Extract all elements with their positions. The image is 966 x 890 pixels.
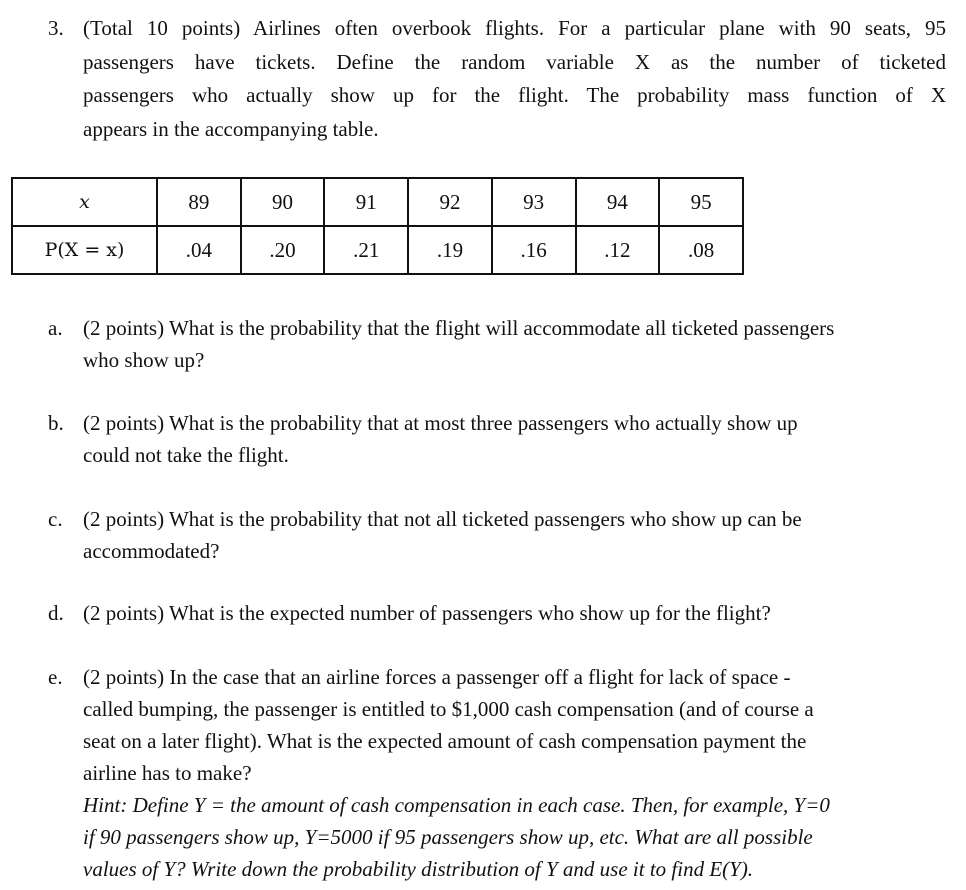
question-letter: d. bbox=[48, 601, 64, 625]
question-line: seat on a later flight). What is the expected amount of cash compensation payment the bbox=[83, 729, 807, 753]
pmf-header-x: x bbox=[12, 178, 157, 226]
question-text bbox=[83, 312, 946, 376]
intro-line: appears in the accompanying table. bbox=[83, 116, 379, 141]
pmf-x-cell: 92 bbox=[408, 178, 492, 226]
question-c bbox=[48, 503, 946, 567]
question-line: accommodated? bbox=[83, 539, 220, 563]
problem-number: 3. bbox=[48, 16, 64, 40]
question-a bbox=[48, 312, 946, 376]
question-line: (2 points) What is the probability that at most three passengers who actually show up bbox=[83, 411, 798, 435]
question-line: called bumping, the passenger is entitled to $1,000 cash compensation (and of course a bbox=[83, 697, 814, 721]
pmf-row-p bbox=[12, 226, 743, 274]
pmf-row-x bbox=[12, 178, 743, 226]
pmf-table bbox=[11, 177, 744, 275]
question-line: airline has to make? bbox=[83, 761, 252, 785]
question-text bbox=[83, 661, 946, 789]
hint-line: Hint: Define Y = the amount of cash compensation in each case. Then, for example, Y=0 bbox=[83, 793, 830, 817]
pmf-p-cell: .21 bbox=[324, 226, 408, 274]
question-line: could not take the flight. bbox=[83, 443, 289, 467]
question-line: (2 points) What is the probability that not all ticketed passengers who show up can be bbox=[83, 507, 802, 531]
pmf-p-cell: .08 bbox=[659, 226, 743, 274]
problem-intro-text bbox=[83, 12, 946, 146]
pmf-p-cell: .19 bbox=[408, 226, 492, 274]
pmf-p-cell: .12 bbox=[576, 226, 660, 274]
question-line: who show up? bbox=[83, 348, 205, 372]
question-line: (2 points) In the case that an airline forces a passenger off a flight for lack of space - bbox=[83, 665, 791, 689]
question-line: (2 points) What is the probability that the flight will accommodate all ticketed passengers bbox=[83, 316, 835, 340]
question-letter: b. bbox=[48, 411, 64, 435]
pmf-x-cell: 91 bbox=[324, 178, 408, 226]
pmf-header-p: P(X = x) bbox=[12, 226, 157, 274]
question-e bbox=[48, 661, 946, 885]
pmf-x-cell: 90 bbox=[241, 178, 325, 226]
hint-line: if 90 passengers show up, Y=5000 if 95 passengers show up, etc. What are all possible bbox=[83, 825, 813, 849]
question-line: (2 points) What is the expected number of passengers who show up for the flight? bbox=[83, 601, 771, 625]
intro-line: passengers who actually show up for the flight. The probability mass function of X bbox=[83, 83, 946, 107]
question-text bbox=[83, 503, 946, 567]
question-letter: e. bbox=[48, 665, 63, 689]
intro-line: (Total 10 points) Airlines often overbook flights. For a particular plane with 90 seats, 95 bbox=[83, 16, 946, 40]
pmf-p-cell: .20 bbox=[241, 226, 325, 274]
pmf-p-cell: .04 bbox=[157, 226, 241, 274]
pmf-x-cell: 95 bbox=[659, 178, 743, 226]
problem-intro bbox=[48, 12, 946, 146]
pmf-x-cell: 89 bbox=[157, 178, 241, 226]
intro-line: passengers have tickets. Define the random variable X as the number of ticketed bbox=[83, 49, 946, 74]
question-letter: a. bbox=[48, 316, 63, 340]
question-d bbox=[48, 597, 946, 629]
question-hint bbox=[83, 789, 946, 885]
question-text bbox=[83, 597, 946, 629]
question-letter: c. bbox=[48, 507, 63, 531]
pmf-x-cell: 93 bbox=[492, 178, 576, 226]
question-text bbox=[83, 407, 946, 471]
pmf-x-cell: 94 bbox=[576, 178, 660, 226]
question-b bbox=[48, 407, 946, 471]
hint-line: values of Y? Write down the probability distribution of Y and use it to find E(Y). bbox=[83, 857, 754, 881]
pmf-p-cell: .16 bbox=[492, 226, 576, 274]
